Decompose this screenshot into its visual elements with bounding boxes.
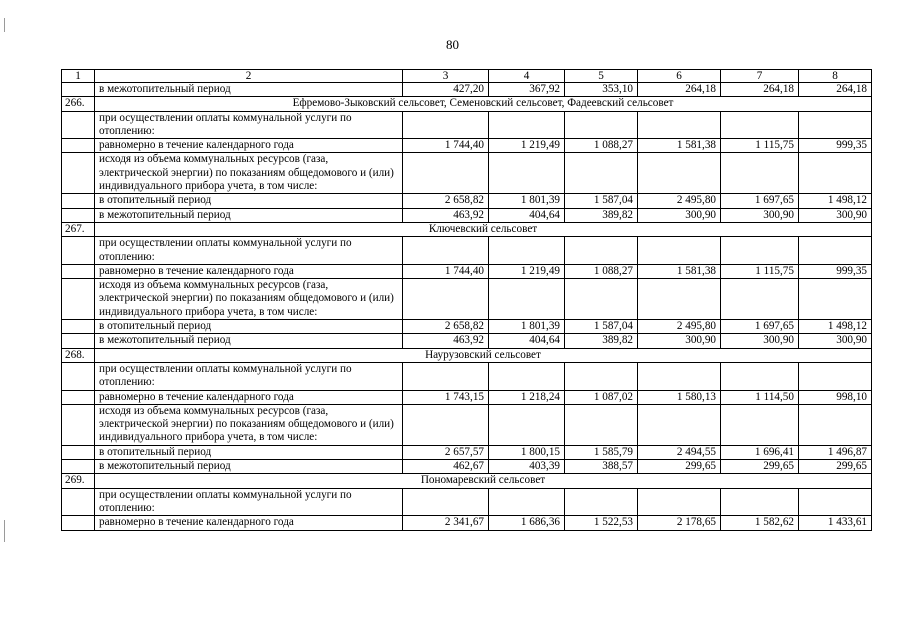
value-cell bbox=[489, 279, 565, 320]
value-cell: 1 580,13 bbox=[638, 390, 721, 404]
column-header: 6 bbox=[638, 70, 721, 83]
value-cell: 264,18 bbox=[799, 83, 872, 97]
value-cell: 999,35 bbox=[799, 264, 872, 278]
value-cell: 300,90 bbox=[799, 208, 872, 222]
value-cell: 299,65 bbox=[638, 460, 721, 474]
table-row bbox=[62, 516, 872, 530]
value-cell bbox=[721, 153, 799, 194]
row-label: равномерно в течение календарного года bbox=[95, 390, 403, 404]
value-cell bbox=[638, 153, 721, 194]
value-cell bbox=[403, 488, 489, 516]
row-label: исходя из объема коммунальных ресурсов (газа, электрической энергии) по показаниям общедомового и (или) индивидуального прибора учета, в том числе: bbox=[95, 404, 403, 445]
row-number bbox=[62, 460, 95, 474]
row-label: в межотопительный период bbox=[95, 83, 403, 97]
row-label: равномерно в течение календарного года bbox=[95, 264, 403, 278]
value-cell bbox=[638, 404, 721, 445]
value-cell: 1 114,50 bbox=[721, 390, 799, 404]
value-cell bbox=[721, 237, 799, 265]
value-cell: 998,10 bbox=[799, 390, 872, 404]
value-cell: 1 697,65 bbox=[721, 194, 799, 208]
value-cell: 388,57 bbox=[565, 460, 638, 474]
value-cell bbox=[403, 404, 489, 445]
row-number bbox=[62, 390, 95, 404]
column-header: 1 bbox=[62, 70, 95, 83]
value-cell bbox=[565, 279, 638, 320]
value-cell bbox=[721, 362, 799, 390]
row-number bbox=[62, 334, 95, 348]
value-cell: 1 088,27 bbox=[565, 139, 638, 153]
value-cell bbox=[403, 237, 489, 265]
value-cell bbox=[565, 404, 638, 445]
value-cell bbox=[799, 404, 872, 445]
value-cell bbox=[721, 488, 799, 516]
value-cell: 1 696,41 bbox=[721, 445, 799, 459]
value-cell: 300,90 bbox=[799, 334, 872, 348]
table-row bbox=[62, 237, 872, 265]
column-header: 2 bbox=[95, 70, 403, 83]
row-number bbox=[62, 153, 95, 194]
row-number: 268. bbox=[62, 348, 95, 362]
value-cell bbox=[638, 488, 721, 516]
value-cell: 389,82 bbox=[565, 334, 638, 348]
row-number: 267. bbox=[62, 222, 95, 236]
value-cell bbox=[565, 362, 638, 390]
value-cell: 1 587,04 bbox=[565, 194, 638, 208]
value-cell bbox=[799, 153, 872, 194]
row-label: в отопительный период bbox=[95, 320, 403, 334]
value-cell: 1 800,15 bbox=[489, 445, 565, 459]
row-label: равномерно в течение календарного года bbox=[95, 139, 403, 153]
value-cell: 404,64 bbox=[489, 334, 565, 348]
table-header-row bbox=[62, 70, 872, 83]
section-title: Ефремово-Зыковский сельсовет, Семеновский сельсовет, Фадеевский сельсовет bbox=[95, 97, 872, 111]
value-cell: 999,35 bbox=[799, 139, 872, 153]
value-cell: 1 498,12 bbox=[799, 320, 872, 334]
value-cell bbox=[638, 279, 721, 320]
value-cell bbox=[565, 111, 638, 139]
table-row bbox=[62, 279, 872, 320]
value-cell: 1 219,49 bbox=[489, 264, 565, 278]
table-row bbox=[62, 153, 872, 194]
value-cell: 462,67 bbox=[403, 460, 489, 474]
section-title: Ключевский сельсовет bbox=[95, 222, 872, 236]
value-cell: 389,82 bbox=[565, 208, 638, 222]
row-label: исходя из объема коммунальных ресурсов (газа, электрической энергии) по показаниям общедомового и (или) индивидуального прибора учета, в том числе: bbox=[95, 279, 403, 320]
value-cell: 367,92 bbox=[489, 83, 565, 97]
value-cell bbox=[721, 111, 799, 139]
value-cell bbox=[638, 237, 721, 265]
value-cell bbox=[638, 362, 721, 390]
value-cell: 1 496,87 bbox=[799, 445, 872, 459]
value-cell: 1 697,65 bbox=[721, 320, 799, 334]
value-cell: 403,39 bbox=[489, 460, 565, 474]
value-cell bbox=[489, 111, 565, 139]
value-cell: 2 495,80 bbox=[638, 194, 721, 208]
row-label: при осуществлении оплаты коммунальной услуги по отоплению: bbox=[95, 362, 403, 390]
value-cell bbox=[721, 279, 799, 320]
value-cell: 1 088,27 bbox=[565, 264, 638, 278]
value-cell: 1 744,40 bbox=[403, 264, 489, 278]
value-cell: 1 087,02 bbox=[565, 390, 638, 404]
value-cell: 300,90 bbox=[638, 334, 721, 348]
row-number bbox=[62, 279, 95, 320]
value-cell: 300,90 bbox=[721, 208, 799, 222]
table-row bbox=[62, 208, 872, 222]
value-cell bbox=[799, 279, 872, 320]
value-cell bbox=[489, 404, 565, 445]
value-cell: 1 587,04 bbox=[565, 320, 638, 334]
value-cell bbox=[489, 362, 565, 390]
value-cell: 1 218,24 bbox=[489, 390, 565, 404]
value-cell: 300,90 bbox=[721, 334, 799, 348]
table-row bbox=[62, 334, 872, 348]
row-number bbox=[62, 320, 95, 334]
row-number: 269. bbox=[62, 474, 95, 488]
section-title: Пономаревский сельсовет bbox=[95, 474, 872, 488]
table-row bbox=[62, 362, 872, 390]
value-cell bbox=[799, 488, 872, 516]
table-row bbox=[62, 194, 872, 208]
value-cell bbox=[799, 111, 872, 139]
value-cell: 1 801,39 bbox=[489, 194, 565, 208]
column-header: 3 bbox=[403, 70, 489, 83]
value-cell: 404,64 bbox=[489, 208, 565, 222]
value-cell: 463,92 bbox=[403, 208, 489, 222]
table-row bbox=[62, 404, 872, 445]
value-cell bbox=[799, 237, 872, 265]
page-number: 80 bbox=[446, 37, 459, 52]
row-number bbox=[62, 488, 95, 516]
value-cell bbox=[799, 362, 872, 390]
value-cell bbox=[565, 488, 638, 516]
value-cell: 1 115,75 bbox=[721, 264, 799, 278]
section-row bbox=[62, 348, 872, 362]
value-cell bbox=[489, 488, 565, 516]
row-label: исходя из объема коммунальных ресурсов (газа, электрической энергии) по показаниям общедомового и (или) индивидуального прибора учета, в том числе: bbox=[95, 153, 403, 194]
value-cell bbox=[489, 153, 565, 194]
value-cell bbox=[403, 153, 489, 194]
column-header: 4 bbox=[489, 70, 565, 83]
value-cell bbox=[489, 237, 565, 265]
row-label: равномерно в течение календарного года bbox=[95, 516, 403, 530]
scan-margin-mark bbox=[4, 18, 5, 32]
value-cell: 353,10 bbox=[565, 83, 638, 97]
table-row bbox=[62, 264, 872, 278]
row-number bbox=[62, 404, 95, 445]
value-cell: 1 581,38 bbox=[638, 139, 721, 153]
value-cell bbox=[565, 153, 638, 194]
table-row bbox=[62, 83, 872, 97]
row-label: в межотопительный период bbox=[95, 460, 403, 474]
value-cell: 2 658,82 bbox=[403, 194, 489, 208]
row-label: при осуществлении оплаты коммунальной услуги по отоплению: bbox=[95, 488, 403, 516]
column-header: 7 bbox=[721, 70, 799, 83]
value-cell: 2 658,82 bbox=[403, 320, 489, 334]
row-number bbox=[62, 111, 95, 139]
value-cell: 1 743,15 bbox=[403, 390, 489, 404]
value-cell: 1 433,61 bbox=[799, 516, 872, 530]
value-cell bbox=[721, 404, 799, 445]
value-cell: 1 582,62 bbox=[721, 516, 799, 530]
row-number bbox=[62, 208, 95, 222]
value-cell: 299,65 bbox=[721, 460, 799, 474]
table-row bbox=[62, 390, 872, 404]
table-row bbox=[62, 488, 872, 516]
value-cell: 264,18 bbox=[638, 83, 721, 97]
value-cell: 2 657,57 bbox=[403, 445, 489, 459]
value-cell: 1 219,49 bbox=[489, 139, 565, 153]
value-cell: 2 178,65 bbox=[638, 516, 721, 530]
row-number bbox=[62, 194, 95, 208]
table-row bbox=[62, 460, 872, 474]
value-cell: 300,90 bbox=[638, 208, 721, 222]
scan-margin-mark bbox=[4, 520, 5, 542]
section-title: Наурузовский сельсовет bbox=[95, 348, 872, 362]
value-cell: 1 686,36 bbox=[489, 516, 565, 530]
row-label: при осуществлении оплаты коммунальной услуги по отоплению: bbox=[95, 237, 403, 265]
value-cell bbox=[565, 237, 638, 265]
row-number bbox=[62, 139, 95, 153]
row-number bbox=[62, 362, 95, 390]
value-cell: 2 494,55 bbox=[638, 445, 721, 459]
section-row bbox=[62, 222, 872, 236]
row-label: при осуществлении оплаты коммунальной услуги по отоплению: bbox=[95, 111, 403, 139]
row-number bbox=[62, 445, 95, 459]
section-row bbox=[62, 97, 872, 111]
section-row bbox=[62, 474, 872, 488]
value-cell: 2 341,67 bbox=[403, 516, 489, 530]
table-body bbox=[62, 70, 872, 531]
row-number bbox=[62, 237, 95, 265]
table-row bbox=[62, 320, 872, 334]
value-cell bbox=[403, 111, 489, 139]
value-cell: 1 498,12 bbox=[799, 194, 872, 208]
column-header: 8 bbox=[799, 70, 872, 83]
value-cell: 2 495,80 bbox=[638, 320, 721, 334]
tariff-table-container bbox=[61, 69, 871, 531]
table-row bbox=[62, 139, 872, 153]
row-label: в межотопительный период bbox=[95, 334, 403, 348]
row-number: 266. bbox=[62, 97, 95, 111]
value-cell bbox=[403, 279, 489, 320]
table-row bbox=[62, 445, 872, 459]
value-cell: 427,20 bbox=[403, 83, 489, 97]
value-cell: 1 522,53 bbox=[565, 516, 638, 530]
value-cell bbox=[403, 362, 489, 390]
value-cell: 1 585,79 bbox=[565, 445, 638, 459]
value-cell: 264,18 bbox=[721, 83, 799, 97]
row-label: в межотопительный период bbox=[95, 208, 403, 222]
tariff-table bbox=[61, 69, 872, 531]
row-label: в отопительный период bbox=[95, 194, 403, 208]
value-cell: 299,65 bbox=[799, 460, 872, 474]
value-cell: 463,92 bbox=[403, 334, 489, 348]
value-cell: 1 801,39 bbox=[489, 320, 565, 334]
value-cell bbox=[638, 111, 721, 139]
value-cell: 1 581,38 bbox=[638, 264, 721, 278]
value-cell: 1 115,75 bbox=[721, 139, 799, 153]
table-row bbox=[62, 111, 872, 139]
row-number bbox=[62, 516, 95, 530]
column-header: 5 bbox=[565, 70, 638, 83]
row-number bbox=[62, 264, 95, 278]
value-cell: 1 744,40 bbox=[403, 139, 489, 153]
row-label: в отопительный период bbox=[95, 445, 403, 459]
row-number bbox=[62, 83, 95, 97]
